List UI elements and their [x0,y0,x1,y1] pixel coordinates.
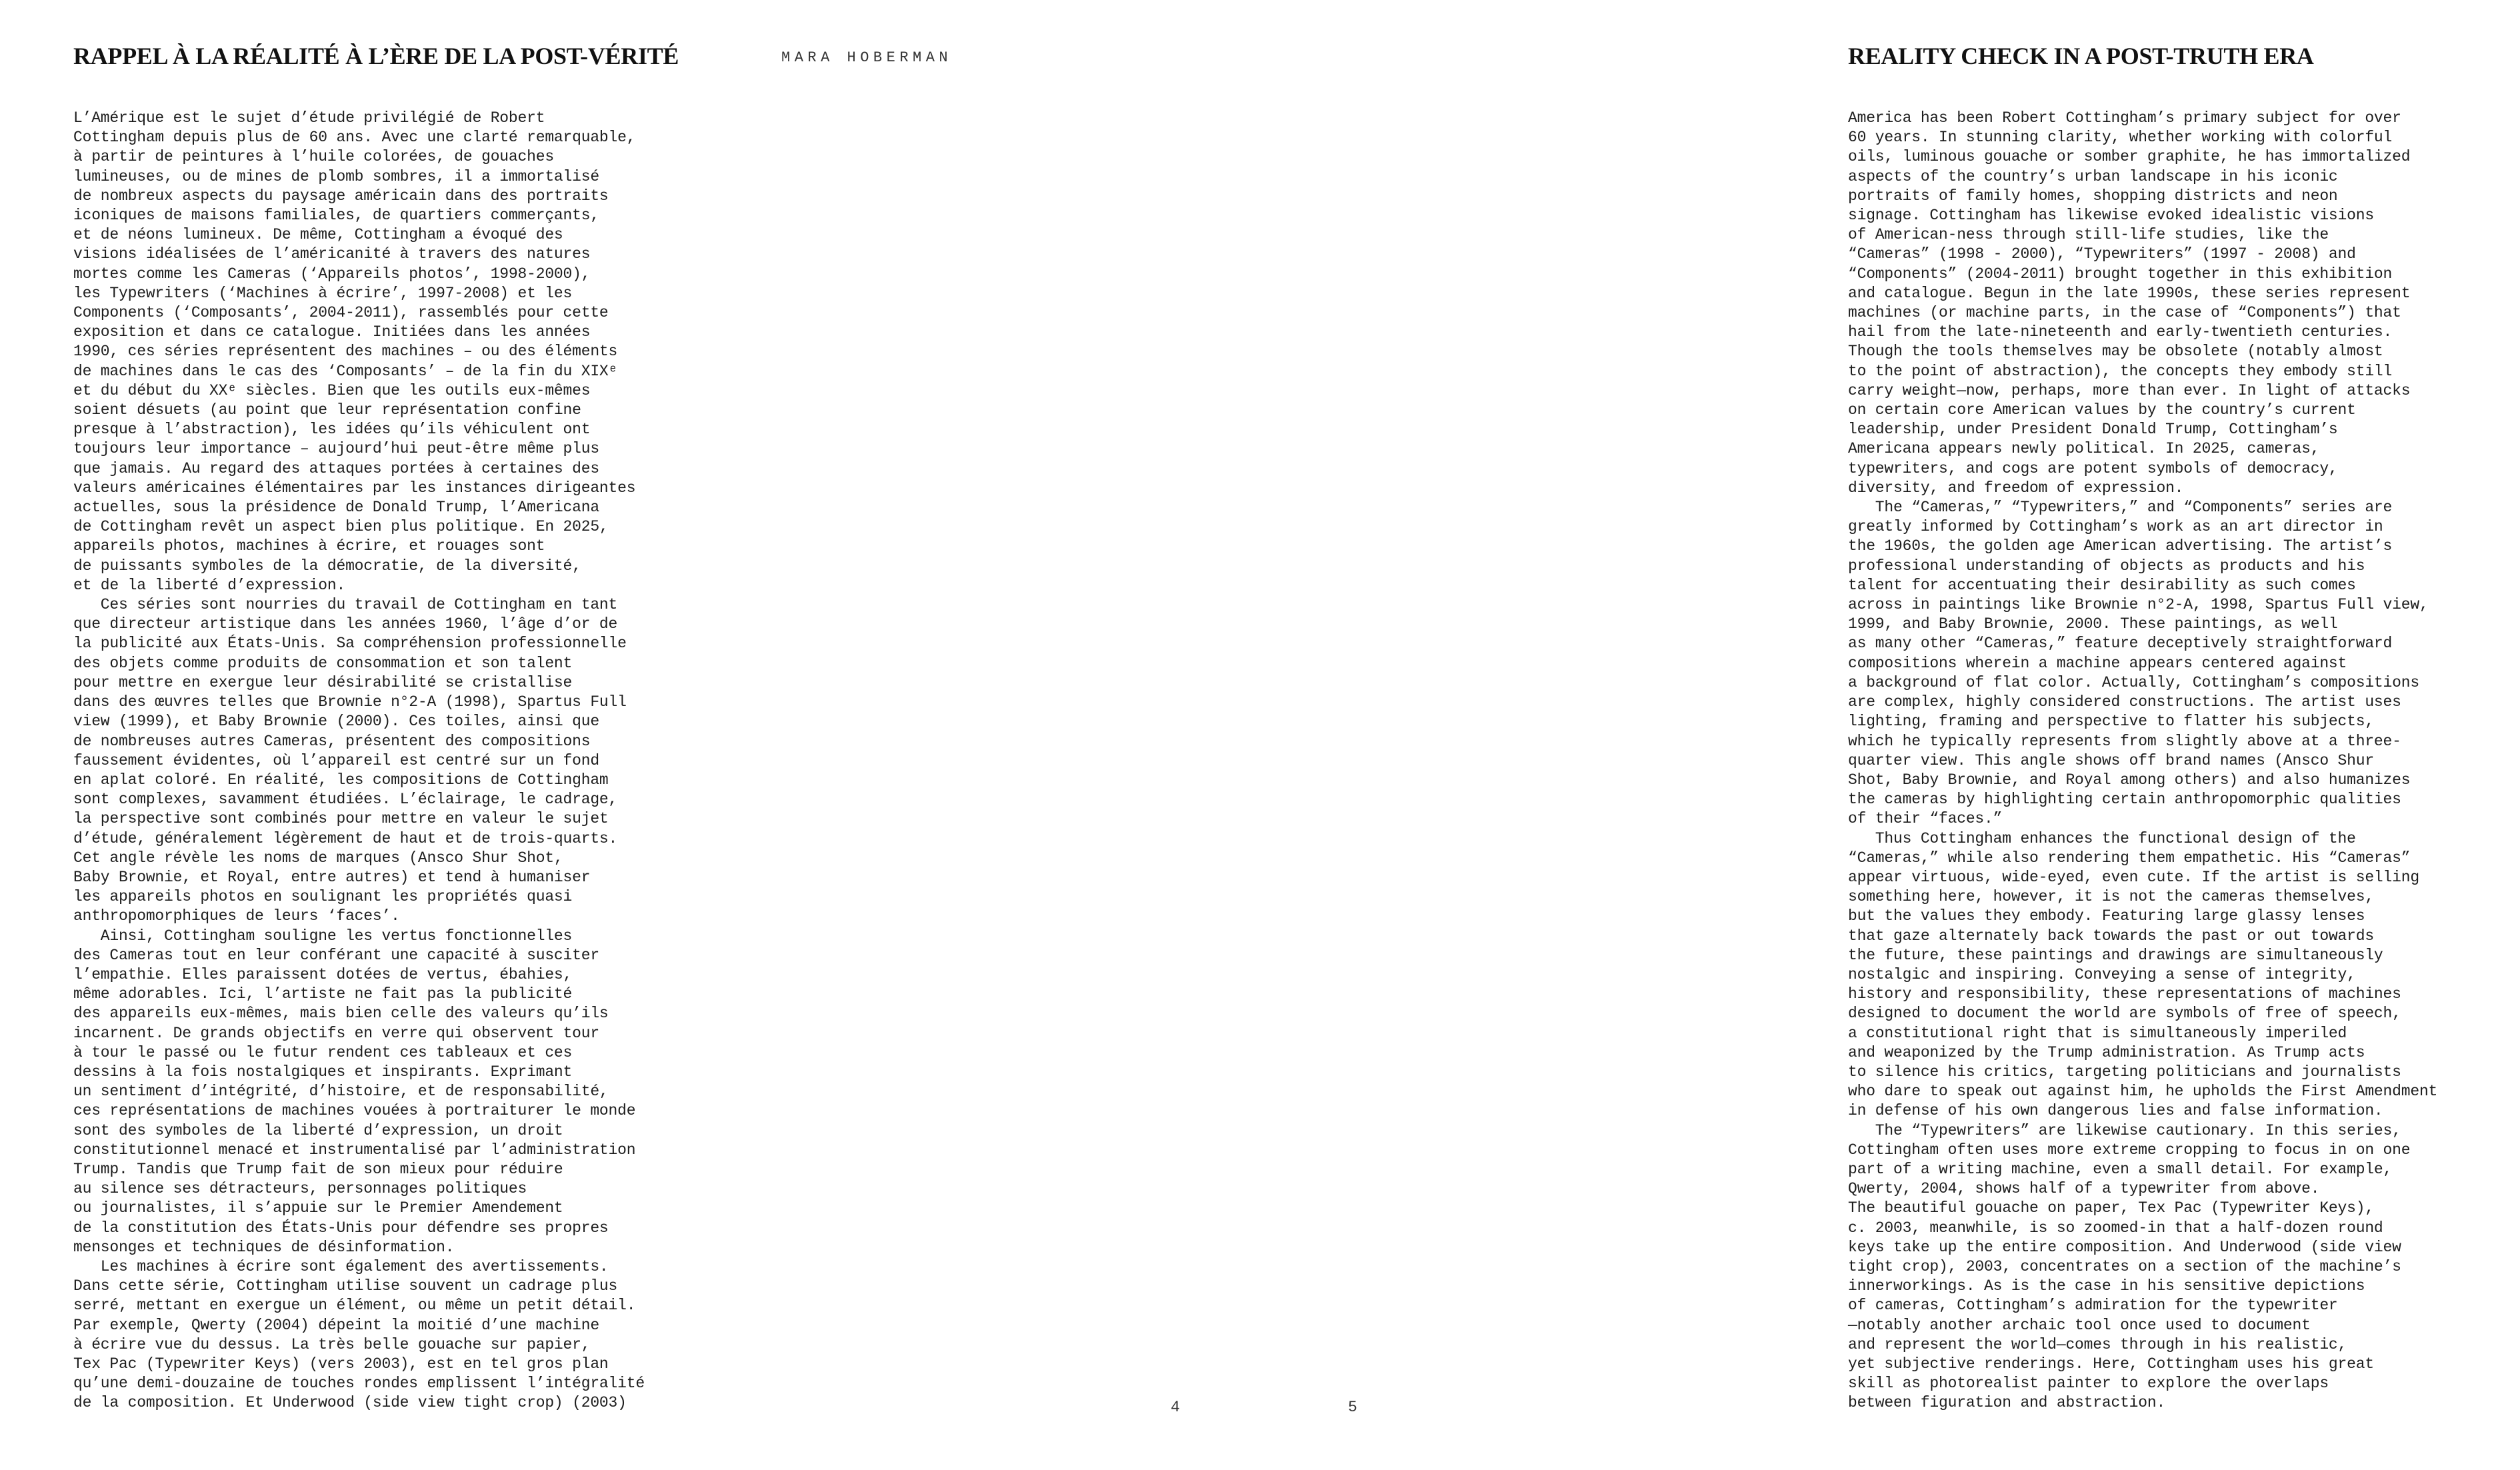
english-body-text: America has been Robert Cottingham’s primary subject for over 60 years. In stunning clarity, whether working with colorful oils, luminous gouache or somber graphite, he has immortalized aspects of the country’s urban landscape in his iconic portraits of family homes, shopping districts and neon signage. Cottingham has likewise evoked idealistic visions of American-ness through still-life studies, like the “Cameras” (1998 - 2000), “Typewriters” (1997 - 2008) and “Components” (2004-2011) brought together in this exhibition and catalogue. Begun in the late 1990s, these series represent machines (or machine parts, in the case of “Components”) that hail from the late-nineteenth and early-twentieth centuries. Though the tools themselves may be obsolete (notably almost to the point of abstraction), the concepts they embody still carry weight—now, perhaps, more than ever. In light of attacks on certain core American values by the country’s current leadership, under President Donald Trump, Cottingham’s Americana appears newly political. In 2025, cameras, typewriters, and cogs are potent symbols of democracy, diversity, and freedom of expression. The “Cameras,” “Typewriters,” and “Components” series are greatly informed by Cottingham’s work as an art director in the 1960s, the golden age American advertising. The artist’s professional understanding of objects as products and his talent for accentuating their desirability as such comes across in paintings like Brownie n°2-A, 1998, Spartus Full view, 1999, and Baby Brownie, 2000. These paintings, as well as many other “Cameras,” feature deceptively straightforward compositions wherein a machine appears centered against a background of flat color. Actually, Cottingham’s compositions are complex, highly considered constructions. The artist uses lighting, framing and perspective to flatter his subjects, which he typically represents from slightly above at a three- quarter view. This angle shows off brand names (Ansco Shur Shot, Baby Brownie, and Royal among others) and also humanizes the cameras by highlighting certain anthropomorphic qualities of their “faces.” Thus Cottingham enhances the functional design of the “Cameras,” while also rendering them empathetic. His “Cameras” appear virtuous, wide-eyed, even cute. If the artist is selling something here, however, it is not the cameras themselves, but the values they embody. Featuring large glassy lenses that gaze alternately back towards the past or out towards the future, these paintings and drawings are simultaneously nostalgic and inspiring. Conveying a sense of integrity, history and responsibility, these representations of machines designed to document the world are symbols of free of speech, a constitutional right that is simultaneously imperiled and weaponized by the Trump administration. As Trump acts to silence his critics, targeting politicians and journalists who dare to speak out against him, he upholds the First Amendment in defense of his own dangerous lies and false information. The “Typewriters” are likewise cautionary. In this series, Cottingham often uses more extreme cropping to focus in on one part of a writing machine, even a small detail. For example, Qwerty, 2004, shows half of a typewriter from above. The beautiful gouache on paper, Tex Pac (Typewriter Keys), c. 2003, meanwhile, is so zoomed-in that a half-dozen round keys take up the entire composition. And Underwood (side view tight crop), 2003, concentrates on a section of the machine’s innerworkings. As is the case in his sensitive depictions of cameras, Cottingham’s admiration for the typewriter —notably another archaic tool once used to document and represent the world—comes through in his realistic, yet subjective renderings. Here, Cottingham uses his great skill as photorealist painter to explore the overlaps between figuration and abstraction. [1848,109,2438,1412]
page-number-left: 4 [1171,1399,1180,1416]
french-body-text: L’Amérique est le sujet d’étude privilégié de Robert Cottingham depuis plus de 60 ans. Avec une clarté remarquable, à partir de peintures à l’huile colorées, de gouaches lumineuses, ou de mines de plomb sombres, il a immortalisé de nombreux aspects du paysage américain dans des portraits iconiques de maisons familiales, de quartiers commerçants, et de néons lumineux. De même, Cottingham a évoqué des visions idéalisées de l’américanité à travers des natures mortes comme les Cameras (‘Appareils photos’, 1998-2000), les Typewriters (‘Machines à écrire’, 1997-2008) et les Components (‘Composants’, 2004-2011), rassemblés pour cette exposition et dans ce catalogue. Initiées dans les années 1990, ces séries représentent des machines – ou des éléments de machines dans le cas des ‘Composants’ – de la fin du XIXᵉ et du début du XXᵉ siècles. Bien que les outils eux-mêmes soient désuets (au point que leur représentation confine presque à l’abstraction), les idées qu’ils véhiculent ont toujours leur importance – aujourd’hui peut-être même plus que jamais. Au regard des attaques portées à certaines des valeurs américaines élémentaires par les instances dirigeantes actuelles, sous la présidence de Donald Trump, l’Americana de Cottingham revêt un aspect bien plus politique. En 2025, appareils photos, machines à écrire, et rouages sont de puissants symboles de la démocratie, de la diversité, et de la liberté d’expression. Ces séries sont nourries du travail de Cottingham en tant que directeur artistique dans les années 1960, l’âge d’or de la publicité aux États-Unis. Sa compréhension professionnelle des objets comme produits de consommation et son talent pour mettre en exergue leur désirabilité se cristallise dans des œuvres telles que Brownie n°2-A (1998), Spartus Full view (1999), et Baby Brownie (2000). Ces toiles, ainsi que de nombreuses autres Cameras, présentent des compositions faussement évidentes, où l’appareil est centré sur un fond en aplat coloré. En réalité, les compositions de Cottingham sont complexes, savamment étudiées. L’éclairage, le cadrage, la perspective sont combinés pour mettre en valeur le sujet d’étude, généralement légèrement de haut et de trois-quarts. Cet angle révèle les noms de marques (Ansco Shur Shot, Baby Brownie, et Royal, entre autres) et tend à humaniser les appareils photos en soulignant les propriétés quasi anthropomorphiques de leurs ‘faces’. Ainsi, Cottingham souligne les vertus fonctionnelles des Cameras tout en leur conférant une capacité à susciter l’empathie. Elles paraissent dotées de vertus, ébahies, même adorables. Ici, l’artiste ne fait pas la publicité des appareils eux-mêmes, mais bien celle des valeurs qu’ils incarnent. De grands objectifs en verre qui observent tour à tour le passé ou le futur rendent ces tableaux et ces dessins à la fois nostalgiques et inspirants. Exprimant un sentiment d’intégrité, d’histoire, et de responsabilité, ces représentations de machines vouées à portraiturer le monde sont des symboles de la liberté d’expression, un droit constitutionnel menacé et instrumentalisé par l’administration Trump. Tandis que Trump fait de son mieux pour réduire au silence ses détracteurs, personnages politiques ou journalistes, il s’appuie sur le Premier Amendement de la constitution des États-Unis pour défendre ses propres mensonges et techniques de désinformation. Les machines à écrire sont également des avertissements. Dans cette série, Cottingham utilise souvent un cadrage plus serré, mettant en exergue un élément, ou même un petit détail. Par exemple, Qwerty (2004) dépeint la moitié d’une machine à écrire vue du dessus. La très belle gouache sur papier, Tex Pac (Typewriter Keys) (vers 2003), est en tel gros plan qu’une demi-douzaine de touches rondes emplissent l’intégralité de la composition. Et Underwood (side view tight crop) (2003) [73,109,645,1412]
english-title: REALITY CHECK IN A POST-TRUTH ERA [1848,43,2314,69]
author-name: MARA HOBERMAN [781,49,953,66]
french-title: RAPPEL À LA RÉALITÉ À L’ÈRE DE LA POST-VÉRITÉ [73,43,679,69]
right-page [1260,0,2520,1470]
page-number-right: 5 [1348,1399,1357,1416]
